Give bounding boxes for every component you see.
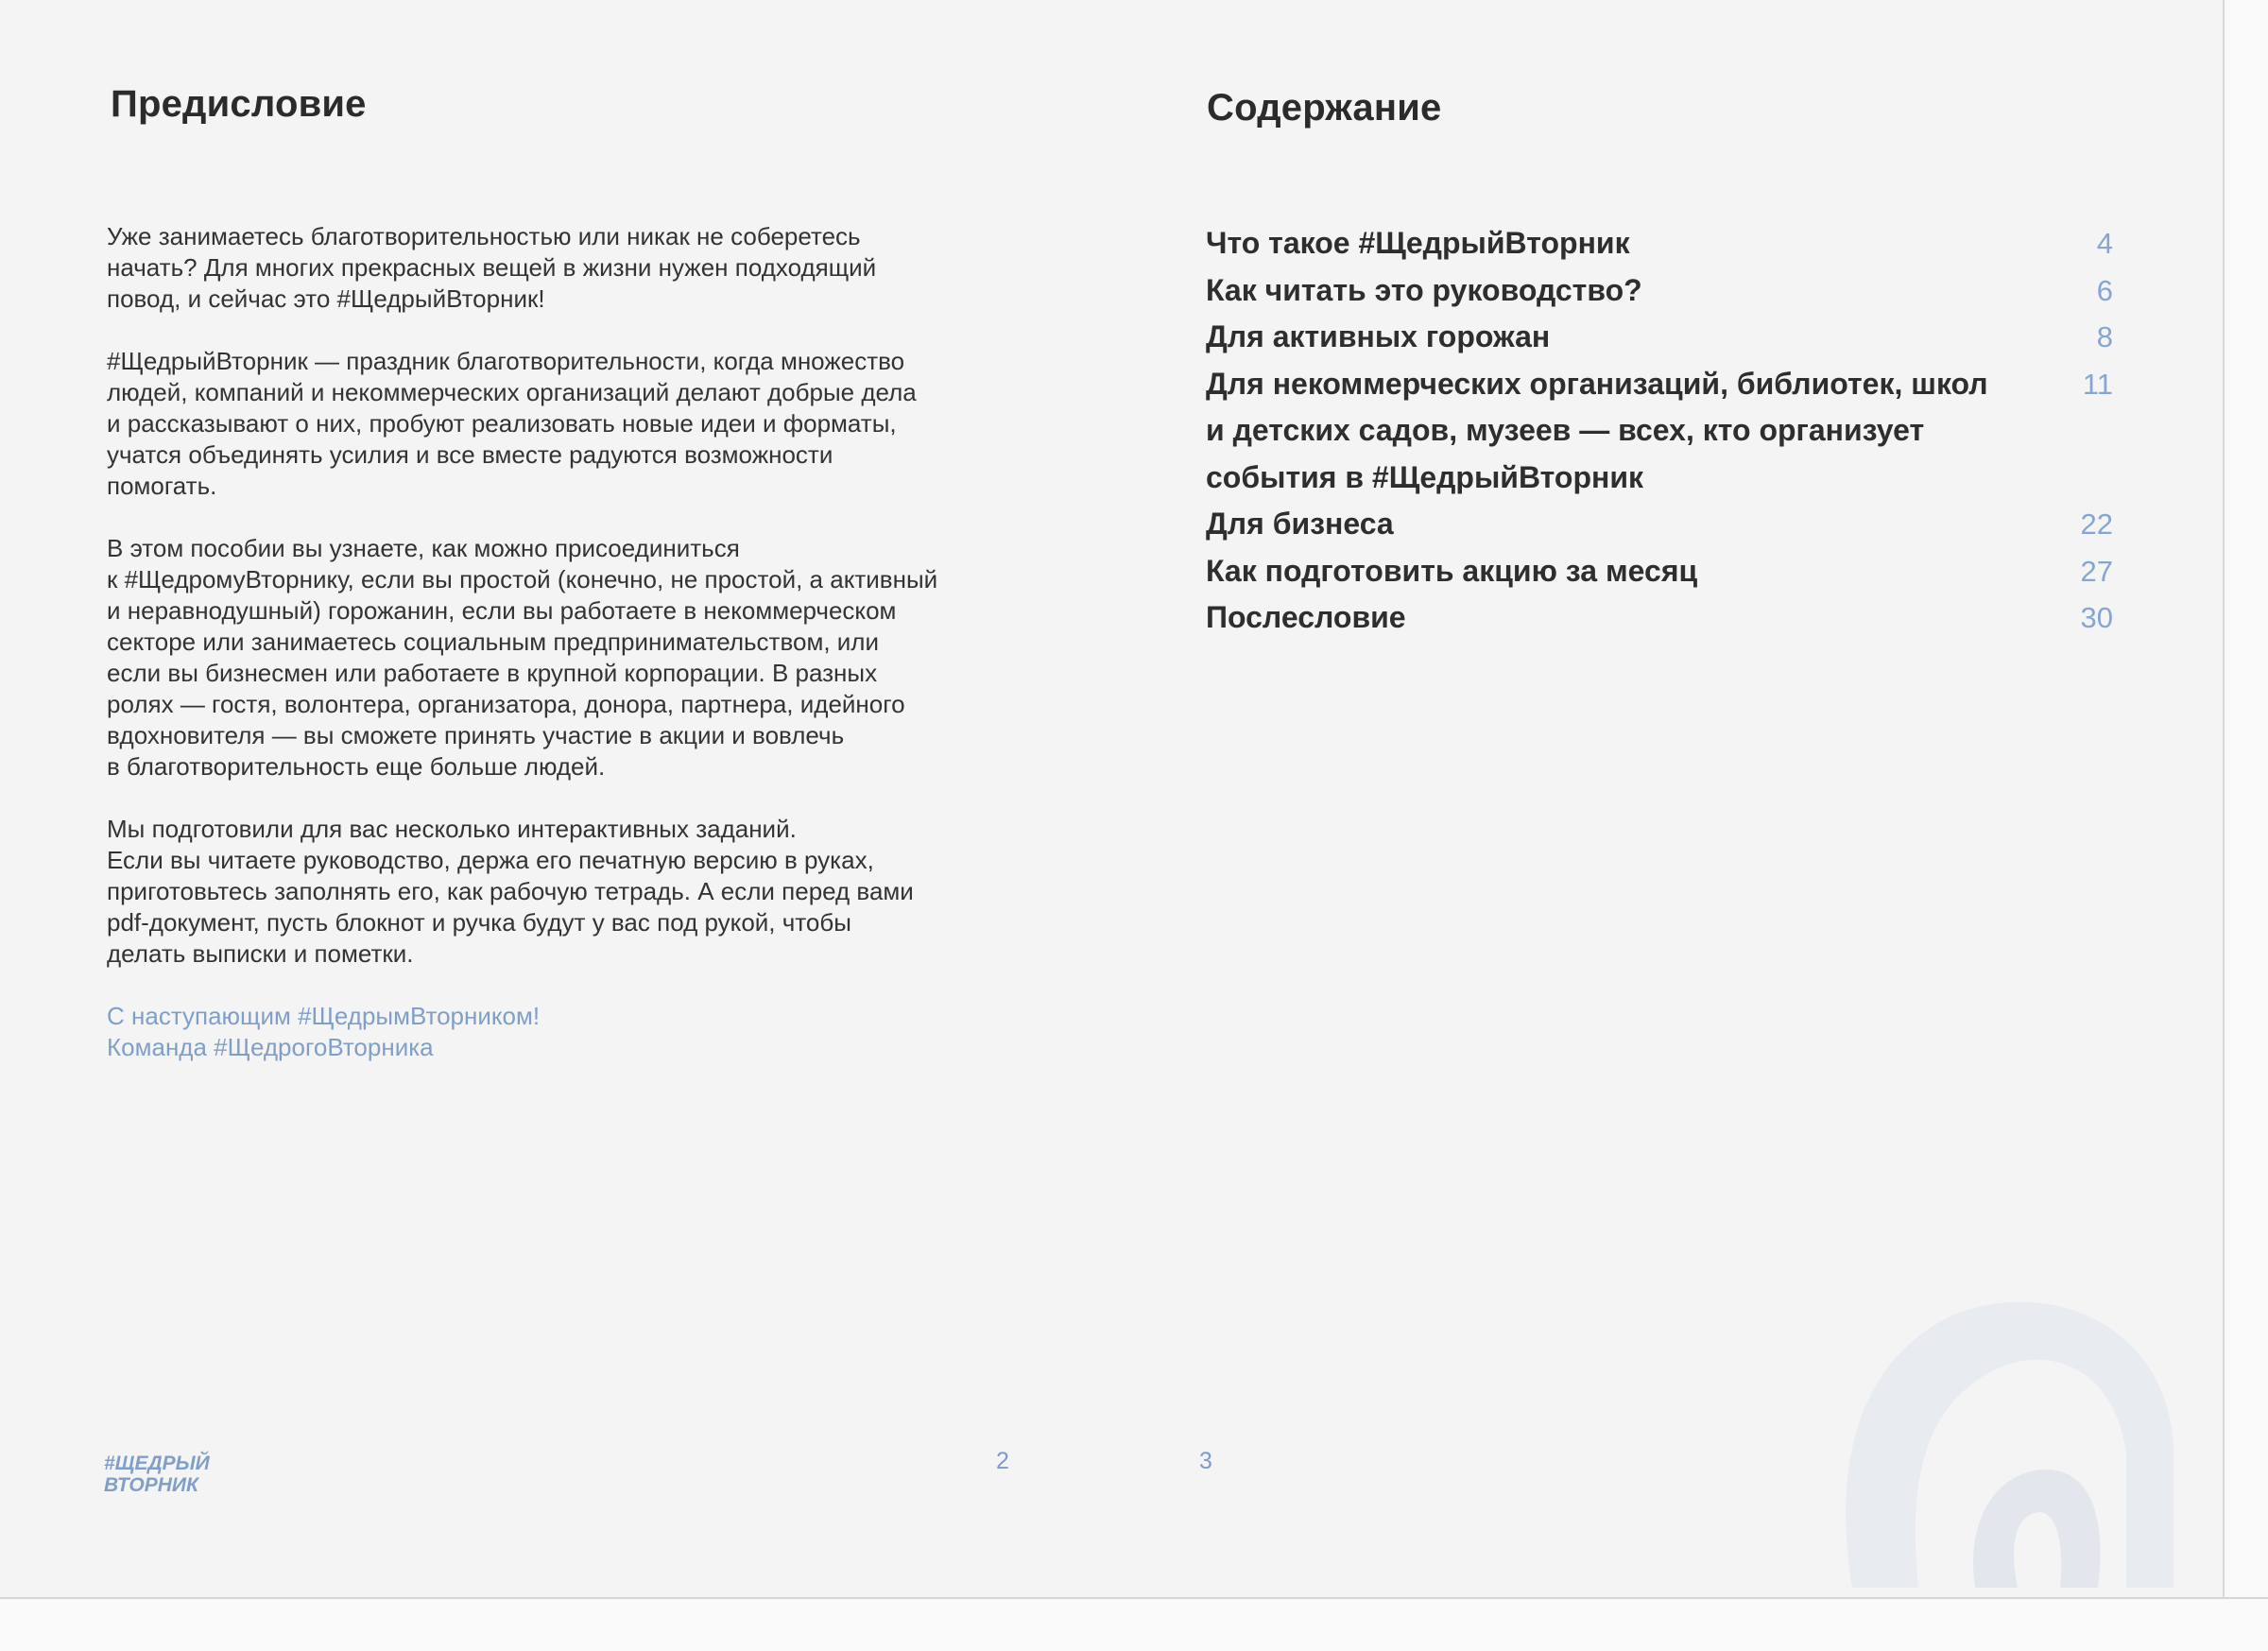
toc-entry-title: Что такое #ЩедрыйВторник	[1206, 226, 1630, 260]
toc-entry[interactable]	[1206, 361, 2113, 502]
toc-entry-title: Для активных горожан	[1206, 319, 1551, 353]
preface-paragraph: В этом пособии вы узнаете, как можно присоединиться к #ЩедромуВторнику, если вы простой (конечно, не простой, а активный и неравнодушный) горожанин, если вы работаете в некоммерческом секторе или занимаетесь социальным предпринимательством, или если вы бизнесмен или работаете в крупной корпорации. В разных ролях — гостя, волонтера, организатора, донора, партнера, идейного вдохновителя — вы сможете принять участие в акции и вовлечь в благотворительность еще больше людей.	[107, 534, 938, 781]
toc-entry-page: 27	[2080, 554, 2113, 588]
toc-entry-page: 4	[2096, 227, 2113, 260]
toc-entry[interactable]	[1206, 220, 2113, 267]
preface-paragraph: Уже занимаетесь благотворительностью или никак не соберетесь начать? Для многих прекрасных вещей в жизни нужен подходящий повод, и сейчас это #ЩедрыйВторник!	[107, 222, 877, 313]
toc-entry[interactable]	[1206, 548, 2113, 595]
toc-entry-title: Как подготовить акцию за месяц	[1206, 553, 1698, 588]
toc-entry-page: 22	[2080, 507, 2113, 541]
toc-entry[interactable]	[1206, 267, 2113, 315]
toc-entry-title: Для бизнеса	[1206, 507, 1394, 541]
toc-entry-title: Как читать это руководство?	[1206, 272, 1642, 307]
page-edge-bottom	[0, 1597, 2268, 1651]
toc-entry-page: 11	[2082, 367, 2113, 401]
preface-paragraph: Мы подготовили для вас несколько интерактивных заданий. Если вы читаете руководство, держа его печатную версию в руках, приготовьтесь заполнять его, как рабочую тетрадь. А если перед вами pdf-документ, пусть блокнот и ручка будут у вас под рукой, чтобы делать выписки и пометки.	[107, 815, 914, 968]
toc-entry[interactable]	[1206, 501, 2113, 548]
toc-entry-page: 8	[2096, 320, 2113, 353]
toc-entry[interactable]	[1206, 314, 2113, 361]
toc-entry-page: 6	[2096, 273, 2113, 307]
page-edge	[2223, 0, 2268, 1649]
page-number-left: 2	[996, 1448, 1009, 1474]
table-of-contents	[1206, 220, 2113, 642]
decorative-ribbon-icon	[1814, 1238, 2211, 1588]
logo-line-2: ВТОРНИК	[104, 1474, 198, 1496]
page-number-right: 3	[1199, 1448, 1212, 1474]
contents-heading: Содержание	[1207, 87, 1442, 129]
toc-entry-title: Для некоммерческих организаций, библиотек, школ и детских садов, музеев — всех, кто организует события в #ЩедрыйВторник	[1206, 366, 1988, 494]
preface-heading: Предисловие	[111, 83, 367, 125]
logo-line-1: #ЩЕДРЫЙ	[104, 1453, 210, 1474]
preface-signature: С наступающим #ЩедрымВторником! Команда #ЩедрогоВторника	[107, 1002, 541, 1061]
toc-entry[interactable]	[1206, 594, 2113, 642]
toc-entry-page: 30	[2080, 601, 2113, 634]
preface-paragraph: #ЩедрыйВторник — праздник благотворительности, когда множество людей, компаний и некоммерческих организаций делают добрые дела и рассказывают о них, пробуют реализовать новые идеи и форматы, учатся объединять усилия и все вместе радуются возможности помогать.	[107, 347, 917, 500]
generous-tuesday-logo	[104, 1449, 246, 1496]
toc-entry-title: Послесловие	[1206, 600, 1406, 634]
preface-body	[107, 221, 1033, 1094]
